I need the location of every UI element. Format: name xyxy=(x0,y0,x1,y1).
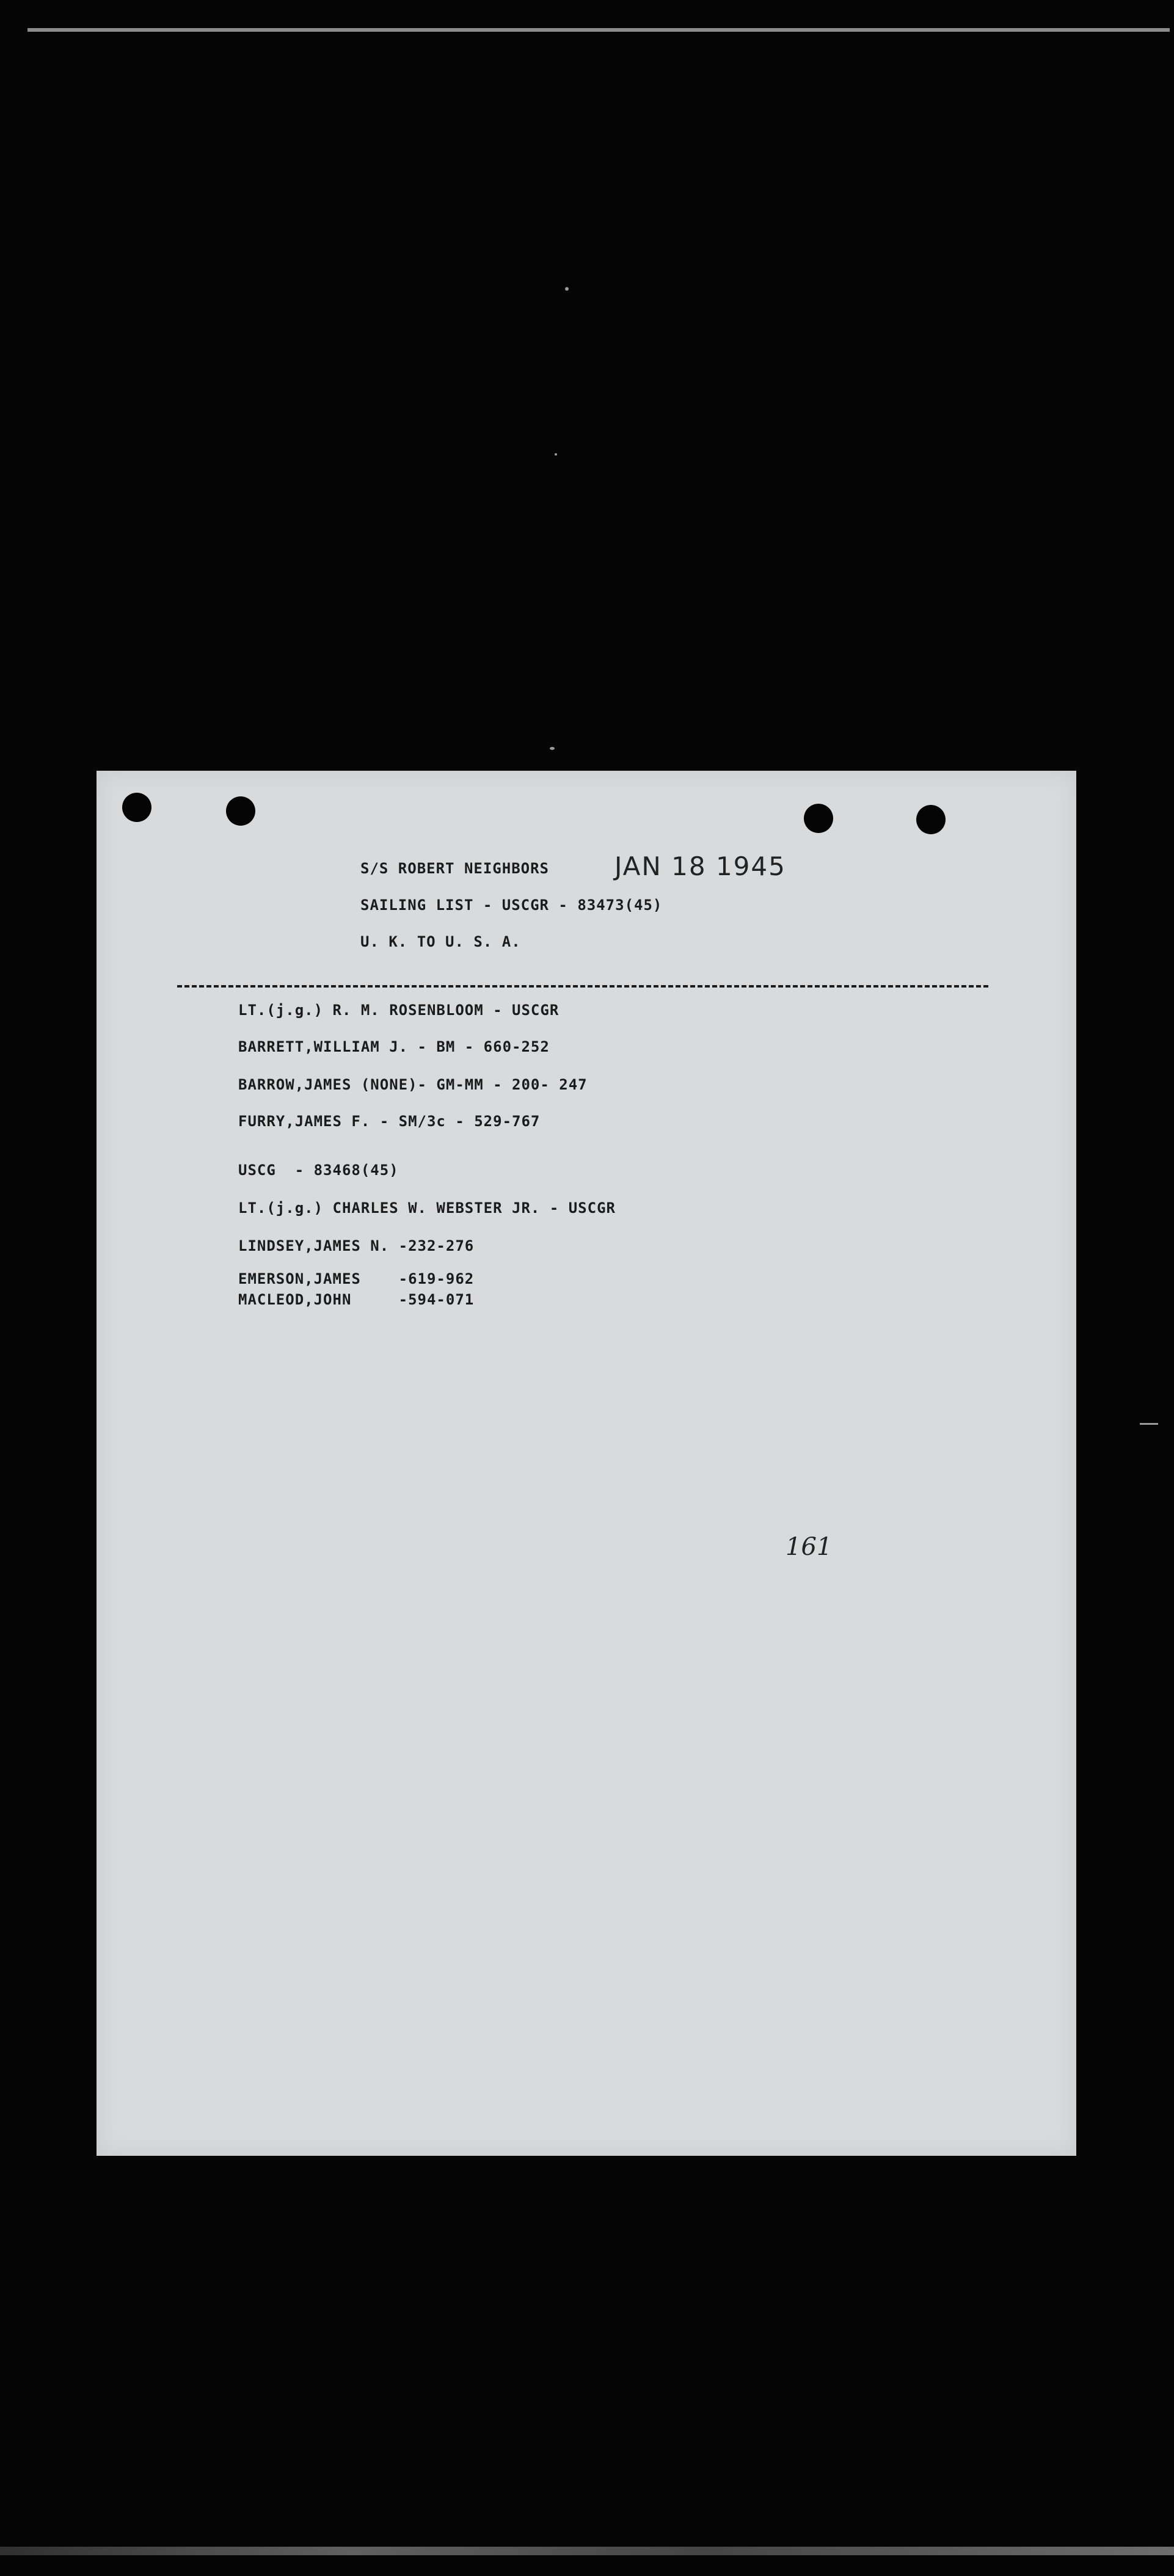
punch-hole xyxy=(226,796,255,826)
crew-line: LINDSEY,JAMES N. -232-276 xyxy=(238,1237,475,1254)
page-number: 161 xyxy=(786,1533,833,1561)
crew-line: EMERSON,JAMES -619-962 xyxy=(238,1270,475,1287)
dust-speck xyxy=(550,747,555,750)
dust-speck xyxy=(565,287,569,291)
dust-speck xyxy=(555,453,557,456)
film-top-edge xyxy=(27,28,1170,32)
punch-hole xyxy=(804,804,833,833)
dust-speck xyxy=(1140,1423,1158,1425)
punch-hole xyxy=(916,805,946,834)
officer-line: LT.(j.g.) CHARLES W. WEBSTER JR. - USCGR xyxy=(238,1199,616,1217)
film-bottom-edge xyxy=(0,2547,1174,2555)
unit-line: USCG - 83468(45) xyxy=(238,1162,399,1179)
route: U. K. TO U. S. A. xyxy=(360,933,521,950)
crew-line: BARRETT,WILLIAM J. - BM - 660-252 xyxy=(238,1038,550,1055)
divider-line xyxy=(177,985,988,988)
punch-hole xyxy=(122,793,151,822)
sailing-list-title: SAILING LIST - USCGR - 83473(45) xyxy=(360,897,663,914)
crew-line: MACLEOD,JOHN -594-071 xyxy=(238,1291,475,1308)
officer-line: LT.(j.g.) R. M. ROSENBLOOM - USCGR xyxy=(238,1002,560,1019)
crew-line: FURRY,JAMES F. - SM/3c - 529-767 xyxy=(238,1113,541,1130)
date-stamp: JAN 18 1945 xyxy=(614,851,786,881)
ship-name: S/S ROBERT NEIGHBORS xyxy=(360,860,549,877)
document-page xyxy=(97,771,1076,2156)
crew-line: BARROW,JAMES (NONE)- GM-MM - 200- 247 xyxy=(238,1076,588,1093)
